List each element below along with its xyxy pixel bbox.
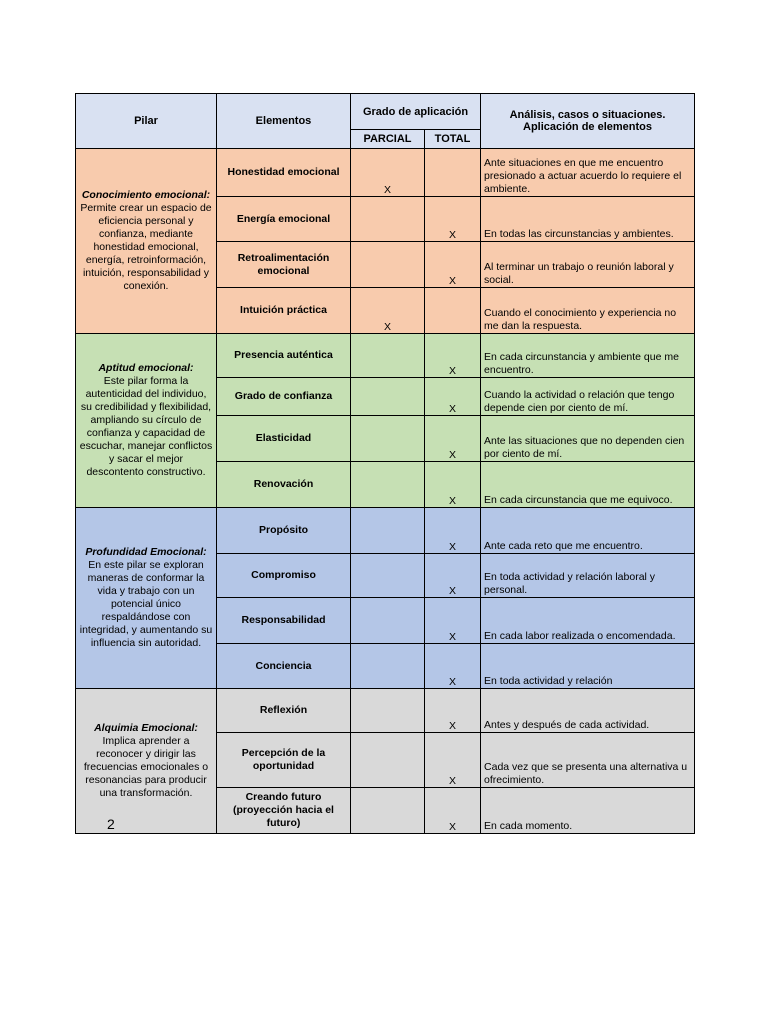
total-cell: X (425, 733, 481, 788)
elemento-cell: Intuición práctica (217, 288, 351, 334)
total-cell: X (425, 788, 481, 834)
total-cell: X (425, 334, 481, 378)
analisis-cell: En toda actividad y relación laboral y personal. (481, 554, 695, 598)
analisis-cell: En cada labor realizada o encomendada. (481, 598, 695, 644)
pilar-cell (76, 508, 217, 689)
total-cell: X (425, 554, 481, 598)
analisis-cell: Ante cada reto que me encuentro. (481, 508, 695, 554)
pilar-description: En este pilar se exploran maneras de conformar la vida y trabajo con un potencial único respaldándose con integridad, y aumentando su influencia sin autoridad. (79, 559, 213, 649)
aplicacion-table (75, 93, 695, 834)
analisis-cell: Al terminar un trabajo o reunión laboral y social. (481, 242, 695, 288)
total-cell: X (425, 378, 481, 416)
page-number: 2 (107, 816, 115, 832)
elemento-cell: Compromiso (217, 554, 351, 598)
elemento-cell: Responsabilidad (217, 598, 351, 644)
elemento-cell: Presencia auténtica (217, 334, 351, 378)
pilar-title: Profundidad Emocional: (85, 546, 207, 558)
elemento-cell: Propósito (217, 508, 351, 554)
table-row (76, 334, 695, 378)
elemento-cell: Renovación (217, 462, 351, 508)
analisis-cell: En cada circunstancia y ambiente que me encuentro. (481, 334, 695, 378)
total-cell: X (425, 689, 481, 733)
parcial-cell (351, 554, 425, 598)
total-cell: X (425, 598, 481, 644)
elemento-cell: Elasticidad (217, 416, 351, 462)
elemento-cell: Retroalimentación emocional (217, 242, 351, 288)
parcial-cell: X (351, 149, 425, 197)
elemento-cell: Percepción de la oportunidad (217, 733, 351, 788)
total-cell: X (425, 197, 481, 242)
total-cell: X (425, 644, 481, 689)
parcial-cell (351, 508, 425, 554)
parcial-cell (351, 197, 425, 242)
pilar-cell (76, 149, 217, 334)
pilar-cell (76, 334, 217, 508)
elemento-cell: Honestidad emocional (217, 149, 351, 197)
pilar-title: Alquimia Emocional: (94, 722, 198, 734)
parcial-cell (351, 733, 425, 788)
parcial-cell: X (351, 288, 425, 334)
header-grado: Grado de aplicación (351, 94, 481, 130)
analisis-cell: En toda actividad y relación (481, 644, 695, 689)
parcial-cell (351, 598, 425, 644)
elemento-cell: Reflexión (217, 689, 351, 733)
table-row (76, 508, 695, 554)
table-body (76, 149, 695, 834)
header-pilar: Pilar (76, 94, 217, 149)
header-elementos: Elementos (217, 94, 351, 149)
analisis-cell: Cuando la actividad o relación que tengo depende cien por ciento de mí. (481, 378, 695, 416)
total-cell (425, 149, 481, 197)
elemento-cell: Grado de confianza (217, 378, 351, 416)
total-cell: X (425, 508, 481, 554)
header-parcial: PARCIAL (351, 130, 425, 149)
analisis-cell: Cada vez que se presenta una alternativa u ofrecimiento. (481, 733, 695, 788)
pilar-description: Implica aprender a reconocer y dirigir las frecuencias emocionales o resonancias para producir una transformación. (83, 735, 209, 799)
analisis-cell: Antes y después de cada actividad. (481, 689, 695, 733)
elemento-cell: Energía emocional (217, 197, 351, 242)
header-analisis: Análisis, casos o situaciones. Aplicación de elementos (481, 94, 695, 149)
parcial-cell (351, 788, 425, 834)
table-row (76, 689, 695, 733)
analisis-cell: En todas las circunstancias y ambientes. (481, 197, 695, 242)
total-cell: X (425, 416, 481, 462)
header-total: TOTAL (425, 130, 481, 149)
elemento-cell: Conciencia (217, 644, 351, 689)
parcial-cell (351, 644, 425, 689)
pilar-title: Conocimiento emocional: (81, 189, 211, 201)
elemento-cell: Creando futuro (proyección hacia el futuro) (217, 788, 351, 834)
total-cell: X (425, 242, 481, 288)
pilar-description: Permite crear un espacio de eficiencia personal y confianza, mediante honestidad emocional, energía, retroinformación, intuición, responsabilidad y conexión. (80, 202, 212, 292)
parcial-cell (351, 378, 425, 416)
parcial-cell (351, 416, 425, 462)
pilar-cell (76, 689, 217, 834)
analisis-cell: Ante las situaciones que no dependen cien por ciento de mí. (481, 416, 695, 462)
parcial-cell (351, 462, 425, 508)
pilar-title: Aptitud emocional: (98, 362, 194, 374)
analisis-cell: Cuando el conocimiento y experiencia no me dan la respuesta. (481, 288, 695, 334)
parcial-cell (351, 242, 425, 288)
analisis-cell: En cada circunstancia que me equivoco. (481, 462, 695, 508)
analisis-cell: Ante situaciones en que me encuentro presionado a actuar acuerdo lo requiere el ambiente. (481, 149, 695, 197)
table-row (76, 149, 695, 197)
pilar-description: Este pilar forma la autenticidad del individuo, su credibilidad y flexibilidad, ampliando su círculo de confianza y capacidad de escuchar, manejar conflictos y sacar el mejor descontento constructivo. (79, 375, 213, 478)
parcial-cell (351, 689, 425, 733)
analisis-cell: En cada momento. (481, 788, 695, 834)
total-cell (425, 288, 481, 334)
parcial-cell (351, 334, 425, 378)
total-cell: X (425, 462, 481, 508)
